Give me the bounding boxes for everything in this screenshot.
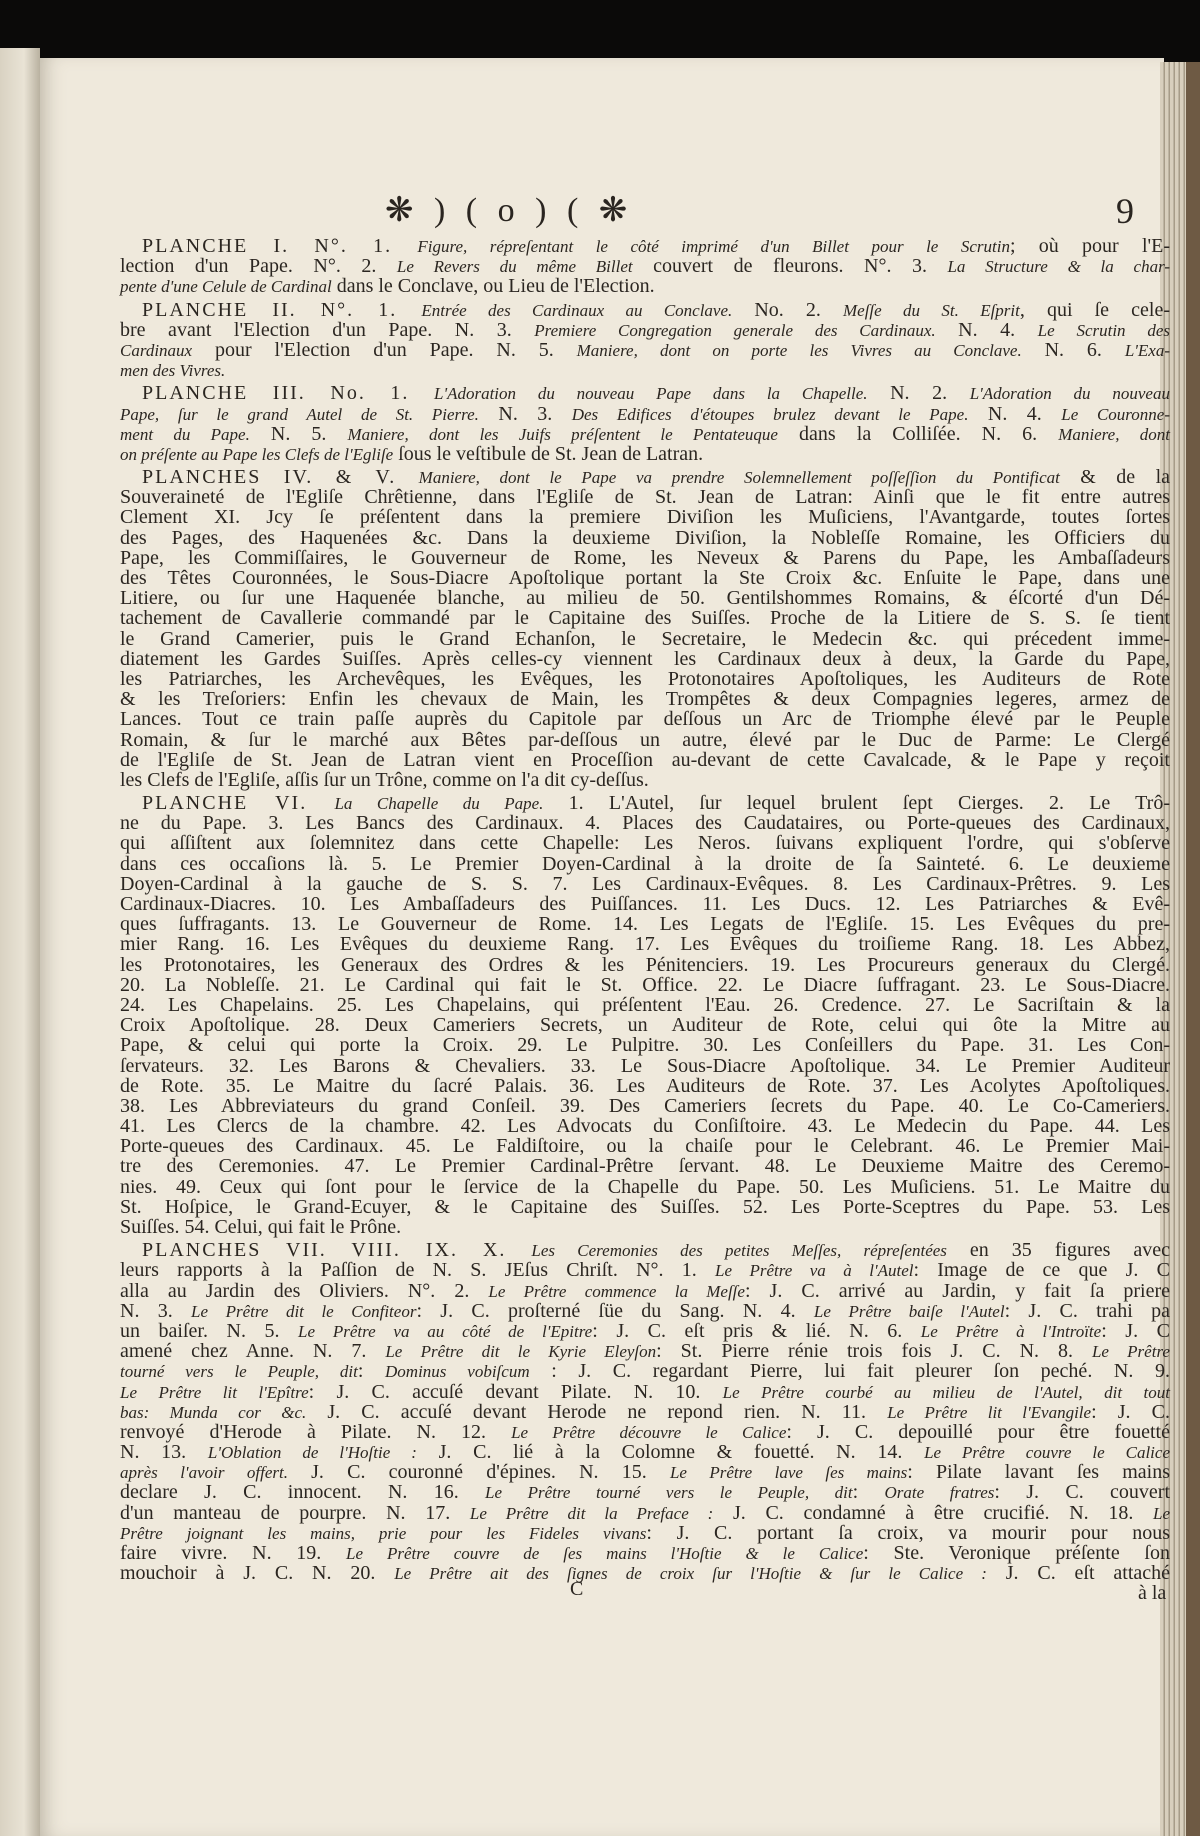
- roman-text: de l'Egliſe de St. Jean de Latran vient en Proceſſion au-devant de cette Cavalcade, & le Pape y reçoit: [120, 748, 1170, 771]
- text-line: [120, 256, 1170, 276]
- italic-text: Les Ceremonies des petites Meſſes, répreſentées: [531, 1241, 947, 1261]
- roman-text: , qui ſe cele-: [1019, 298, 1170, 321]
- text-line: [120, 854, 1170, 874]
- plate-heading: PLANCHE II. N°. 1.: [142, 298, 422, 321]
- text-line: [120, 1301, 1170, 1321]
- text-line: [120, 689, 1170, 709]
- roman-text: diatement les Gardes Suiſſes. Après celles-cy viennent les Cardinaux deux à deux, la Garde du Pape,: [120, 647, 1170, 670]
- roman-text: ne du Pape. 3. Les Bancs des Cardinaux. 4. Places des Caudataires, ou Porte-queues des Cardinaux,: [120, 812, 1170, 835]
- text-line: [120, 1563, 1170, 1583]
- roman-text: leurs rapports à la Paſſion de N. S. JEſus Chriſt. N°. 1.: [120, 1259, 715, 1282]
- roman-text: : Pilate lavant ſes mains: [907, 1461, 1170, 1484]
- text-line: [120, 1156, 1170, 1176]
- italic-text: Le Scrutin des: [1037, 320, 1170, 340]
- text-line: [120, 1422, 1170, 1442]
- text-line: [120, 1035, 1170, 1055]
- text-line: [120, 276, 1170, 296]
- roman-text: dans ces occaſions là. 5. Le Premier Doyen-Cardinal à la droite de ſa Sainteté. 6. Le deuxieme: [120, 852, 1170, 875]
- italic-text: Des Edifices d'étoupes brulez devant le Pape.: [571, 404, 969, 424]
- text-line: [120, 1056, 1170, 1076]
- text-line: [120, 1482, 1170, 1502]
- roman-text: J. C. eſt attaché: [986, 1562, 1171, 1585]
- text-line: [120, 404, 1170, 424]
- italic-text: Pape, ſur le grand Autel de St. Pierre.: [120, 404, 479, 424]
- italic-text: Maniere, dont: [1058, 424, 1170, 444]
- roman-text: Litiere, ou ſur une Haquenée blanche, au milieu de 50. Gentilshommes Romains, & éſcorté d'un Dé-: [120, 587, 1170, 610]
- roman-text: N. 4.: [935, 318, 1038, 341]
- roman-text: dans le Conclave, ou Lieu de l'Election.: [331, 275, 655, 298]
- italic-text: Le Prêtre ait des ſignes de croix ſur l'Hoſtie & ſur le Calice :: [394, 1564, 987, 1584]
- italic-text: Le Prêtre tourné vers le Peuple, dit: [485, 1483, 853, 1503]
- plate-heading: PLANCHES VII. VIII. IX. X.: [142, 1239, 532, 1262]
- italic-text: Le Prêtre lit l'Epître: [120, 1382, 309, 1402]
- italic-text: Le Revers du même Billet: [396, 257, 633, 277]
- roman-text: No. 2.: [732, 298, 843, 321]
- roman-text: : J. C: [1101, 1319, 1170, 1342]
- paragraph: [120, 383, 1170, 464]
- plate-heading: PLANCHES IV. & V.: [142, 466, 419, 489]
- roman-text: le Grand Camerier, puis le Grand Echanſon, le Secretaire, le Medecin &c. qui précedent imme-: [120, 627, 1170, 650]
- italic-text: Le Prêtre lit l'Evangile: [887, 1402, 1092, 1422]
- italic-text: Entrée des Cardinaux au Conclave.: [421, 300, 733, 320]
- roman-text: : J. C. depouillé pour être fouetté: [786, 1420, 1170, 1443]
- text-line: [120, 995, 1170, 1015]
- roman-text: bre avant l'Election d'un Pape. N. 3.: [120, 318, 535, 341]
- roman-text: N. 5.: [249, 422, 348, 445]
- italic-text: tourné vers le Peuple, dit: [120, 1362, 358, 1382]
- roman-text: renvoyé d'Herode à Pilate. N. 12.: [120, 1420, 512, 1443]
- italic-text: Le Prêtre baiſe l'Autel: [813, 1301, 1005, 1321]
- italic-text: La Structure & la char-: [947, 257, 1171, 277]
- paragraph: [120, 467, 1170, 790]
- roman-text: :: [852, 1481, 885, 1504]
- roman-text: Pape, & celui qui porte la Croix. 29. Le Pulpitre. 30. Les Conſeillers du Pape. 31. Les Con-: [120, 1034, 1170, 1057]
- text-line: [120, 1361, 1170, 1381]
- roman-text: Croix Apoſtolique. 28. Deux Cameriers Secrets, un Auditeur de Rote, celui qui ôte la Mitre au: [120, 1014, 1170, 1037]
- roman-text: :: [357, 1360, 386, 1383]
- paragraph: [120, 236, 1170, 297]
- text-line: [120, 1015, 1170, 1035]
- text-line: [120, 1260, 1170, 1280]
- roman-text: Doyen-Cardinal à la gauche de S. S. 7. Les Cardinaux-Evêques. 8. Les Cardinaux-Prêtres. 9. Les: [120, 872, 1170, 895]
- italic-text: Le Prêtre: [1091, 1342, 1170, 1362]
- roman-text: amené chez Anne. N. 7.: [120, 1340, 386, 1363]
- italic-text: Le Prêtre va au côté de l'Epitre: [298, 1321, 593, 1341]
- italic-text: Le Prêtre va à l'Autel: [714, 1261, 914, 1281]
- roman-text: : J. C. proſterné ſüe du Sang. N. 4.: [416, 1299, 814, 1322]
- roman-text: un baiſer. N. 5.: [120, 1319, 299, 1342]
- italic-text: Prêtre joignant les mains, prie pour les Fideles vivans: [120, 1523, 647, 1543]
- roman-text: declare J. C. innocent. N. 16.: [120, 1481, 486, 1504]
- text-line: [120, 1402, 1170, 1422]
- roman-text: nies. 49. Ceux qui ſont pour le ſervice de la Chapelle du Pape. 50. Les Muſiciens. 51. Le Maitre du: [120, 1175, 1170, 1198]
- text-line: [120, 1543, 1170, 1563]
- italic-text: bas: Munda cor &c.: [120, 1402, 307, 1422]
- text-line: [120, 955, 1170, 975]
- text-line: [120, 1382, 1170, 1402]
- italic-text: Le Prêtre lave ſes mains: [669, 1463, 908, 1483]
- roman-text: Lances. Tout ce train paſſe auprès du Capitole par deſſous un Arc de Triomphe élevé par le Peuple: [120, 708, 1170, 731]
- text-line: [120, 548, 1170, 568]
- roman-text: St. Hoſpice, le Grand-Ecuyer, & le Capitaine des Suiſſes. 52. Les Porte-Sceptres du Pape. 53. Les: [120, 1195, 1170, 1218]
- roman-text: & les Treſoriers: Enfin les chevaux de Main, les Trompêtes & deux Compagnies legeres, armez de: [120, 688, 1170, 711]
- italic-text: Le Prêtre dit le Kyrie Eleyſon: [385, 1342, 657, 1362]
- italic-text: Le Prêtre découvre le Calice: [511, 1422, 787, 1442]
- roman-text: J. C. accuſé devant Herode ne repond rien. N. 11.: [306, 1400, 888, 1423]
- roman-text: : J. C. trahi pa: [1004, 1299, 1170, 1322]
- italic-text: Figure, répreſentant le côté imprimé d'un Billet pour le Scrutin: [417, 237, 1010, 256]
- text-line: [120, 1503, 1170, 1523]
- text-line: [120, 934, 1170, 954]
- text-line: [120, 320, 1170, 340]
- text-line: [120, 360, 1170, 380]
- text-line: [120, 1177, 1170, 1197]
- text-line: [120, 383, 1170, 403]
- roman-text: : J. C.: [1091, 1400, 1170, 1423]
- roman-text: : Ste. Veronique préſente ſon: [863, 1542, 1170, 1564]
- roman-text: : J. C. couvert: [994, 1481, 1170, 1504]
- italic-text: Premiere Congregation generale des Cardinaux.: [534, 320, 936, 340]
- text-line: [120, 528, 1170, 548]
- roman-text: dans la Colliſée. N. 6.: [777, 422, 1059, 445]
- roman-text: N. 3.: [120, 1299, 192, 1322]
- italic-text: Maniere, dont le Pape va prendre Solemnellement poſſeſſion du Pontificat: [418, 468, 1060, 488]
- text-line: [120, 1096, 1170, 1116]
- italic-text: Le Prêtre couvre le Calice: [924, 1443, 1170, 1463]
- roman-text: ques ſuffragants. 13. Le Gouverneur de Rome. 14. Les Legats de l'Egliſe. 15. Les Evêques du pre-: [120, 913, 1170, 936]
- roman-text: 38. Les Abbreviateurs du grand Conſeil. 39. Des Cameriers ſecrets du Pape. 40. Le Co-Cameriers.: [120, 1094, 1170, 1117]
- adjacent-page-edge: [0, 48, 40, 1836]
- plate-heading: PLANCHE VI.: [142, 792, 335, 815]
- roman-text: : J. C. regardant Pierre, lui fait pleurer ſon peché. N. 9.: [529, 1360, 1170, 1383]
- roman-text: ſous le veſtibule de St. Jean de Latran.: [393, 442, 704, 465]
- catchword: à la: [1138, 1582, 1167, 1604]
- italic-text: ment du Pape.: [120, 424, 250, 444]
- roman-text: en 35 figures avec: [946, 1239, 1170, 1262]
- roman-text: 24. Les Chapelains. 25. Les Chapelains, qui préſentent l'Eau. 26. Credence. 27. Le Sacriſtain & la: [120, 993, 1170, 1016]
- italic-text: L'Exa-: [1124, 340, 1171, 360]
- plate-heading: PLANCHE I. N°. 1.: [142, 235, 418, 257]
- roman-text: les Protonotaires, les Generaux des Ordres & les Pénitenciers. 19. Les Procureurs generaux du Clergé.: [120, 953, 1170, 976]
- text-line: [120, 813, 1170, 833]
- text-line: [120, 709, 1170, 729]
- paragraph: [120, 300, 1170, 381]
- roman-text: mier Rang. 16. Les Evêques du deuxieme Rang. 17. Les Evêques du troiſieme Rang. 18. Les Abbez,: [120, 933, 1170, 956]
- roman-text: J. C. couronné d'épines. N. 15.: [287, 1461, 670, 1484]
- roman-text: ſervateurs. 32. Les Barons & Chevaliers. 33. Le Sous-Diacre Apoſtolique. 34. Le Premier Auditeur: [120, 1054, 1170, 1077]
- roman-text: 1. L'Autel, ſur lequel brulent ſept Cierges. 2. Le Trô-: [543, 792, 1171, 815]
- text-line: [120, 1116, 1170, 1136]
- text-line: [120, 793, 1170, 813]
- roman-text: Cardinaux-Diacres. 10. Les Ambaſſadeurs des Puiſſances. 11. Les Ducs. 12. Les Patriarches & Evê-: [120, 893, 1170, 915]
- italic-text: Le: [1153, 1503, 1170, 1523]
- text-line: [120, 467, 1170, 487]
- roman-text: Suiſſes. 54. Celui, qui fait le Prône.: [120, 1216, 402, 1238]
- roman-text: ; où pour l'E-: [1009, 235, 1170, 257]
- text-line: [120, 444, 1170, 464]
- text-line: [120, 1462, 1170, 1482]
- text-line: [120, 340, 1170, 360]
- italic-text: Le Prêtre dit la Preface :: [469, 1503, 714, 1523]
- italic-text: Le Prêtre à l'Introïte: [920, 1321, 1102, 1341]
- text-line: [120, 507, 1170, 527]
- roman-text: Clement XI. Jcy ſe préſentent dans la premiere Diviſion les Muſiciens, l'Avantgarde, toutes ſortes: [120, 506, 1170, 529]
- roman-text: N. 6.: [1021, 338, 1125, 361]
- roman-text: pour l'Election d'un Pape. N. 5.: [192, 338, 577, 361]
- text-line: [120, 669, 1170, 689]
- italic-text: on préſente au Pape les Clefs de l'Egliſe: [120, 444, 394, 464]
- roman-text: lection d'un Pape. N°. 2.: [120, 255, 397, 278]
- roman-text: faire vivre. N. 19.: [120, 1542, 346, 1564]
- roman-text: des Têtes Couronnées, le Sous-Diacre Apoſtolique portant la Ste Croix &c. Enſuite le Pape, dans une: [120, 567, 1170, 589]
- roman-text: mouchoir à J. C. N. 20.: [120, 1562, 395, 1585]
- roman-text: : J. C. arrivé au Jardin, y fait ſa priere: [744, 1279, 1170, 1302]
- roman-text: J. C. condamné à être crucifié. N. 18.: [713, 1501, 1153, 1524]
- paragraph: [120, 1240, 1170, 1583]
- roman-text: & de la: [1059, 466, 1170, 489]
- text-line: [120, 608, 1170, 628]
- page-number: 9: [1116, 191, 1134, 231]
- roman-text: : St. Pierre rénie trois fois J. C. N. 8.: [656, 1340, 1092, 1363]
- roman-text: les Clefs de l'Egliſe, aſſis ſur un Trône, comme on l'a dit cy-deſſus.: [120, 768, 649, 791]
- text-line: [120, 300, 1170, 320]
- italic-text: Le Couronne-: [1061, 404, 1170, 424]
- text-line: [120, 1076, 1170, 1096]
- roman-text: N. 4.: [968, 402, 1062, 425]
- italic-text: Maniere, dont les Juifs préſentent le Pentateuque: [347, 424, 778, 444]
- header-ornament: ❋ ) ( o ) ( ❋: [385, 192, 634, 229]
- roman-text: N. 13.: [120, 1441, 208, 1464]
- text-line: [120, 487, 1170, 507]
- body-text: [120, 236, 1170, 1586]
- italic-text: L'Adoration du nouveau: [969, 384, 1170, 404]
- text-line: [120, 629, 1170, 649]
- signature-mark: C: [570, 1578, 584, 1600]
- roman-text: 20. La Nobleſſe. 21. Le Cardinal qui fait le St. Office. 22. Le Diacre ſuffragant. 23. Le Sous-Diacre.: [120, 973, 1170, 996]
- roman-text: tachement de Cavallerie commandé par le Capitaine des Suiſſes. Proche de la Litiere de S. S. ſe tient: [120, 607, 1170, 630]
- text-line: [120, 833, 1170, 853]
- roman-text: 41. Les Clercs de la chambre. 42. Les Advocats du Conſiſtoire. 43. Le Medecin du Pape. 44. Les: [120, 1115, 1170, 1138]
- roman-text: : J. C. accuſé devant Pilate. N. 10.: [308, 1380, 723, 1403]
- text-line: [120, 914, 1170, 934]
- italic-text: Cardinaux: [120, 340, 193, 360]
- roman-text: Romain, & ſur le marché aux Bêtes par-deſſous un autre, élevé par le Duc de Parme: Le Clergé: [120, 728, 1170, 751]
- text-line: [120, 1217, 1170, 1237]
- italic-text: L'Adoration du nouveau Pape dans la Chapelle.: [433, 384, 868, 404]
- roman-text: : J. C. portant ſa croix, va mourir pour nous: [646, 1521, 1170, 1544]
- text-line: [120, 975, 1170, 995]
- roman-text: les Patriarches, les Archevêques, les Evêques, les Protonotaires Apoſtoliques, les Auditeurs de Rote: [120, 667, 1170, 690]
- roman-text: : Image de ce que J. C: [913, 1259, 1170, 1282]
- roman-text: J. C. lié à la Colomne & fouetté. N. 14.: [416, 1441, 925, 1464]
- text-line: [120, 1523, 1170, 1543]
- italic-text: Le Prêtre couvre de ſes mains l'Hoſtie & le Calice: [345, 1544, 864, 1563]
- text-line: [120, 1442, 1170, 1462]
- italic-text: après l'avoir offert.: [120, 1463, 288, 1483]
- paragraph: [120, 793, 1170, 1237]
- roman-text: tre des Ceremonies. 47. Le Premier Cardinal-Prêtre ſervant. 48. Le Deuxieme Maitre des Ceremo-: [120, 1155, 1170, 1178]
- italic-text: pente d'une Celule de Cardinal: [120, 277, 332, 297]
- italic-text: Le Prêtre commence la Meſſe: [488, 1281, 745, 1301]
- italic-text: men des Vivres.: [120, 361, 226, 381]
- italic-text: Le Prêtre courbé au milieu de l'Autel, dit tout: [722, 1382, 1171, 1402]
- roman-text: Souveraineté de l'Egliſe Chrêtienne, dans l'Egliſe de St. Jean de Latran: Ainſi que le fit entre autres: [120, 486, 1170, 509]
- text-line: [120, 1281, 1170, 1301]
- roman-text: N. 2.: [867, 382, 970, 405]
- italic-text: Orate fratres: [884, 1483, 995, 1503]
- text-line: [120, 770, 1170, 790]
- roman-text: de Rote. 35. Le Maitre du ſacré Palais. 36. Les Auditeurs de Rote. 37. Les Acolytes Apoſtoliques.: [120, 1074, 1170, 1097]
- text-line: [120, 894, 1170, 914]
- text-line: [120, 874, 1170, 894]
- italic-text: Maniere, dont on porte les Vivres au Conclave.: [576, 340, 1022, 360]
- italic-text: Dominus vobiſcum: [385, 1362, 530, 1382]
- roman-text: qui aſſiſtent aux ſolemnitez dans cette Chapelle: Les Neros. ſuivans expliquent l'ordre, qui s'obſerve: [120, 832, 1170, 855]
- roman-text: Porte-queues des Cardinaux. 45. Le Faldiſtoire, ou la chaiſe pour le Celebrant. 46. Le Premier Mai-: [120, 1135, 1170, 1158]
- text-line: [120, 236, 1170, 256]
- roman-text: d'un manteau de pourpre. N. 17.: [120, 1501, 470, 1524]
- text-line: [120, 588, 1170, 608]
- roman-text: Pape, les Commiſſaires, le Gouverneur de Rome, les Neveux & Parens du Pape, les Ambaſſadeurs: [120, 546, 1170, 569]
- roman-text: des Pages, des Haquenées &c. Dans la deuxieme Diviſion, la Nobleſſe Romaine, les Officiers du: [120, 526, 1170, 549]
- roman-text: : J. C. eſt pris & lié. N. 6.: [592, 1319, 921, 1342]
- italic-text: Meſſe du St. Eſprit: [843, 300, 1020, 320]
- text-line: [120, 568, 1170, 588]
- roman-text: alla au Jardin des Oliviers. N°. 2.: [120, 1279, 489, 1302]
- italic-text: La Chapelle du Pape.: [334, 794, 544, 814]
- italic-text: Le Prêtre dit le Confiteor: [191, 1301, 417, 1321]
- plate-heading: PLANCHE III. No. 1.: [142, 382, 434, 405]
- text-line: [120, 1341, 1170, 1361]
- text-line: [120, 424, 1170, 444]
- roman-text: couvert de fleurons. N°. 3.: [632, 255, 948, 278]
- text-line: [120, 649, 1170, 669]
- roman-text: N. 3.: [478, 402, 572, 425]
- text-line: [120, 730, 1170, 750]
- text-line: [120, 1321, 1170, 1341]
- text-line: [120, 1197, 1170, 1217]
- italic-text: L'Oblation de l'Hoſtie :: [207, 1443, 417, 1463]
- text-line: [120, 1136, 1170, 1156]
- text-line: [120, 750, 1170, 770]
- text-line: [120, 1240, 1170, 1260]
